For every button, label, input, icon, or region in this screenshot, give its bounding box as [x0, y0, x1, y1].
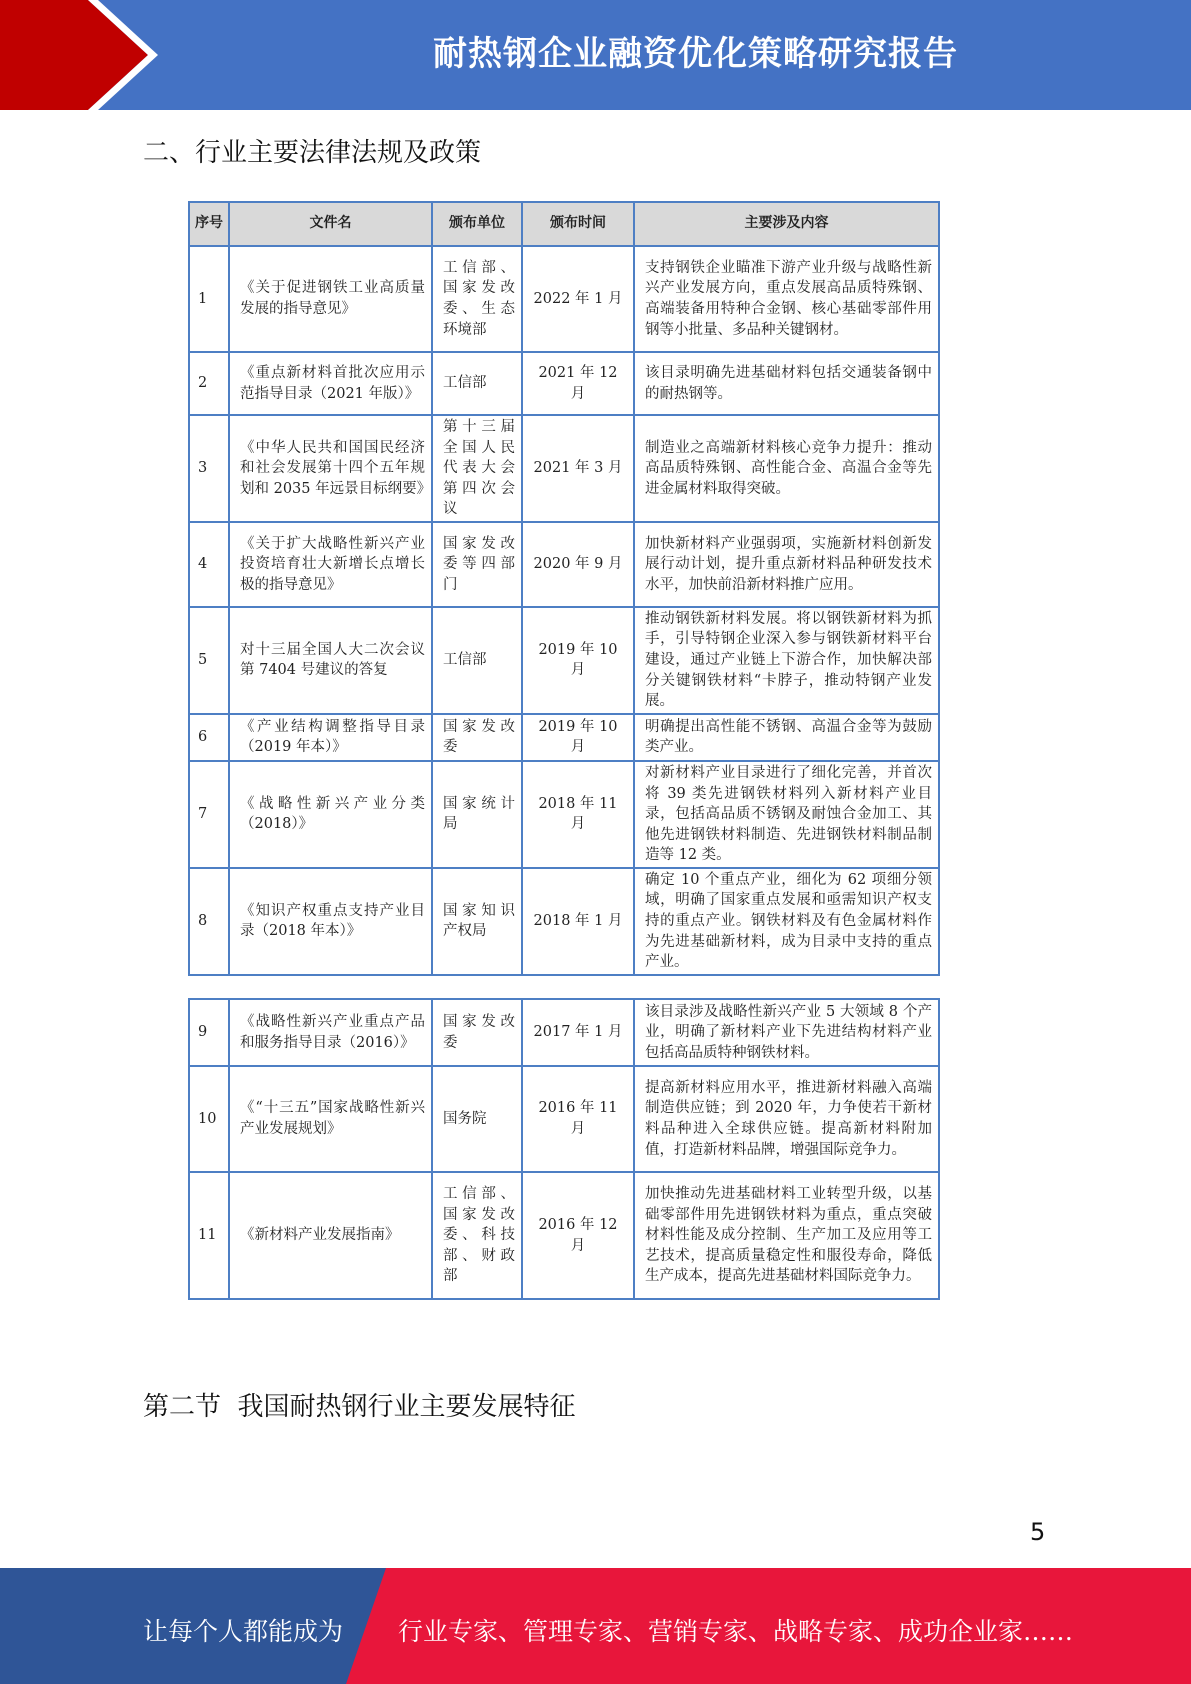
- row-content: 制造业之高端新材料核心竞争力提升：推动高品质特殊钢、高性能合金、高温合金等先进金属材料取得突破。: [634, 415, 939, 522]
- section-heading: 二、行业主要法律法规及政策: [143, 138, 482, 168]
- row-no: 11: [189, 1172, 229, 1299]
- header-date: 颁布时间: [522, 202, 634, 246]
- chapter-heading: 第二节 我国耐热钢行业主要发展特征: [143, 1392, 576, 1422]
- row-date: 2017 年 1 月: [522, 999, 634, 1066]
- row-date: 2019 年 10 月: [522, 714, 634, 761]
- header-name: 文件名: [229, 202, 432, 246]
- row-issuer: 国家发改委: [432, 714, 522, 761]
- header-content: 主要涉及内容: [634, 202, 939, 246]
- table-row: [189, 868, 939, 975]
- row-content: 该目录涉及战略性新兴产业 5 大领域 8 个产业，明确了新材料产业下先进结构材料产业包括高品质特种钢铁材料。: [634, 999, 939, 1066]
- row-content: 加快新材料产业强弱项，实施新材料创新发展行动计划，提升重点新材料品种研发技术水平，加快前沿新材料推广应用。: [634, 522, 939, 607]
- row-name: 《产业结构调整指导目录（2019 年本）》: [229, 714, 432, 761]
- row-date: 2016 年 12 月: [522, 1172, 634, 1299]
- row-name: 《中华人民共和国国民经济和社会发展第十四个五年规划和 2035 年远景目标纲要》: [229, 415, 432, 522]
- table-row: [189, 999, 939, 1066]
- row-content: 推动钢铁新材料发展。将以钢铁新材料为抓手，引导特钢企业深入参与钢铁新材料平台建设，通过产业链上下游合作，加快解决部分关键钢铁材料“卡脖子，推动特钢产业发展。: [634, 607, 939, 714]
- policy-table-continued: [188, 998, 940, 1300]
- page-footer: [0, 1568, 1191, 1684]
- row-date: 2021 年 12 月: [522, 352, 634, 415]
- row-issuer: 工信部、国家发改委、科技部、财政部: [432, 1172, 522, 1299]
- row-name: 《战略性新兴产业重点产品和服务指导目录（2016）》: [229, 999, 432, 1066]
- table-row: [189, 607, 939, 714]
- row-issuer: 国家发改委: [432, 999, 522, 1066]
- table-row: [189, 714, 939, 761]
- row-date: 2018 年 11 月: [522, 761, 634, 868]
- row-date: 2021 年 3 月: [522, 415, 634, 522]
- row-issuer: 国务院: [432, 1066, 522, 1172]
- row-no: 2: [189, 352, 229, 415]
- table-row: [189, 522, 939, 607]
- table-row: [189, 1172, 939, 1299]
- row-no: 6: [189, 714, 229, 761]
- row-issuer: 国家知识产权局: [432, 868, 522, 975]
- row-name: 《知识产权重点支持产业目录（2018 年本）》: [229, 868, 432, 975]
- table-row: [189, 761, 939, 868]
- row-no: 9: [189, 999, 229, 1066]
- row-content: 该目录明确先进基础材料包括交通装备钢中的耐热钢等。: [634, 352, 939, 415]
- row-content: 对新材料产业目录进行了细化完善，并首次将 39 类先进钢铁材料列入新材料产业目录，包括高品质不锈钢及耐蚀合金加工、其他先进钢铁材料制造、先进钢铁材料制品制造等 12 类。: [634, 761, 939, 868]
- row-content: 加快推动先进基础材料工业转型升级，以基础零部件用先进钢铁材料为重点，重点突破材料性能及成分控制、生产加工及应用等工艺技术，提高质量稳定性和服役寿命，降低生产成本，提高先进基础材料国际竞争力。: [634, 1172, 939, 1299]
- row-date: 2020 年 9 月: [522, 522, 634, 607]
- row-no: 10: [189, 1066, 229, 1172]
- row-no: 4: [189, 522, 229, 607]
- header-title: 耐热钢企业融资优化策略研究报告: [433, 34, 958, 74]
- header-no: 序号: [189, 202, 229, 246]
- row-name: 《战略性新兴产业分类（2018）》: [229, 761, 432, 868]
- row-issuer: 国家发改委等四部门: [432, 522, 522, 607]
- page-number: 5: [1030, 1518, 1046, 1546]
- row-no: 5: [189, 607, 229, 714]
- row-issuer: 第十三届全国人民代表大会第四次会议: [432, 415, 522, 522]
- row-issuer: 国家统计局: [432, 761, 522, 868]
- row-date: 2019 年 10 月: [522, 607, 634, 714]
- row-content: 支持钢铁企业瞄准下游产业升级与战略性新兴产业发展方向，重点发展高品质特殊钢、高端装备用特种合金钢、核心基础零部件用钢等小批量、多品种关键钢材。: [634, 246, 939, 352]
- row-no: 8: [189, 868, 229, 975]
- row-name: 《“十三五”国家战略性新兴产业发展规划》: [229, 1066, 432, 1172]
- policy-table: [188, 201, 940, 976]
- row-content: 提高新材料应用水平，推进新材料融入高端制造供应链；到 2020 年，力争使若干新材料品种进入全球供应链。提高新材料附加值，打造新材料品牌，增强国际竞争力。: [634, 1066, 939, 1172]
- table-row: [189, 1066, 939, 1172]
- row-name: 对十三届全国人大二次会议第 7404 号建议的答复: [229, 607, 432, 714]
- table-row: [189, 352, 939, 415]
- row-date: 2018 年 1 月: [522, 868, 634, 975]
- row-name: 《重点新材料首批次应用示范指导目录（2021 年版）》: [229, 352, 432, 415]
- row-name: 《关于扩大战略性新兴产业投资培育壮大新增长点增长极的指导意见》: [229, 522, 432, 607]
- table-row: [189, 415, 939, 522]
- page-header: [0, 0, 1191, 110]
- row-name: 《关于促进钢铁工业高质量发展的指导意见》: [229, 246, 432, 352]
- row-content: 明确提出高性能不锈钢、高温合金等为鼓励类产业。: [634, 714, 939, 761]
- table-header-row: [189, 202, 939, 246]
- row-no: 3: [189, 415, 229, 522]
- row-date: 2016 年 11 月: [522, 1066, 634, 1172]
- table-row: [189, 246, 939, 352]
- row-issuer: 工信部: [432, 352, 522, 415]
- footer-slogan-left: 让每个人都能成为: [143, 1617, 344, 1646]
- row-date: 2022 年 1 月: [522, 246, 634, 352]
- row-issuer: 工信部: [432, 607, 522, 714]
- row-content: 确定 10 个重点产业，细化为 62 项细分领域，明确了国家重点发展和亟需知识产权支持的重点产业。钢铁材料及有色金属材料作为先进基础新材料，成为目录中支持的重点产业。: [634, 868, 939, 975]
- row-no: 1: [189, 246, 229, 352]
- row-issuer: 工信部、国家发改委、生态环境部: [432, 246, 522, 352]
- footer-slogan-right: 行业专家、管理专家、营销专家、战略专家、成功企业家……: [398, 1617, 1074, 1646]
- header-issuer: 颁布单位: [432, 202, 522, 246]
- row-name: 《新材料产业发展指南》: [229, 1172, 432, 1299]
- row-no: 7: [189, 761, 229, 868]
